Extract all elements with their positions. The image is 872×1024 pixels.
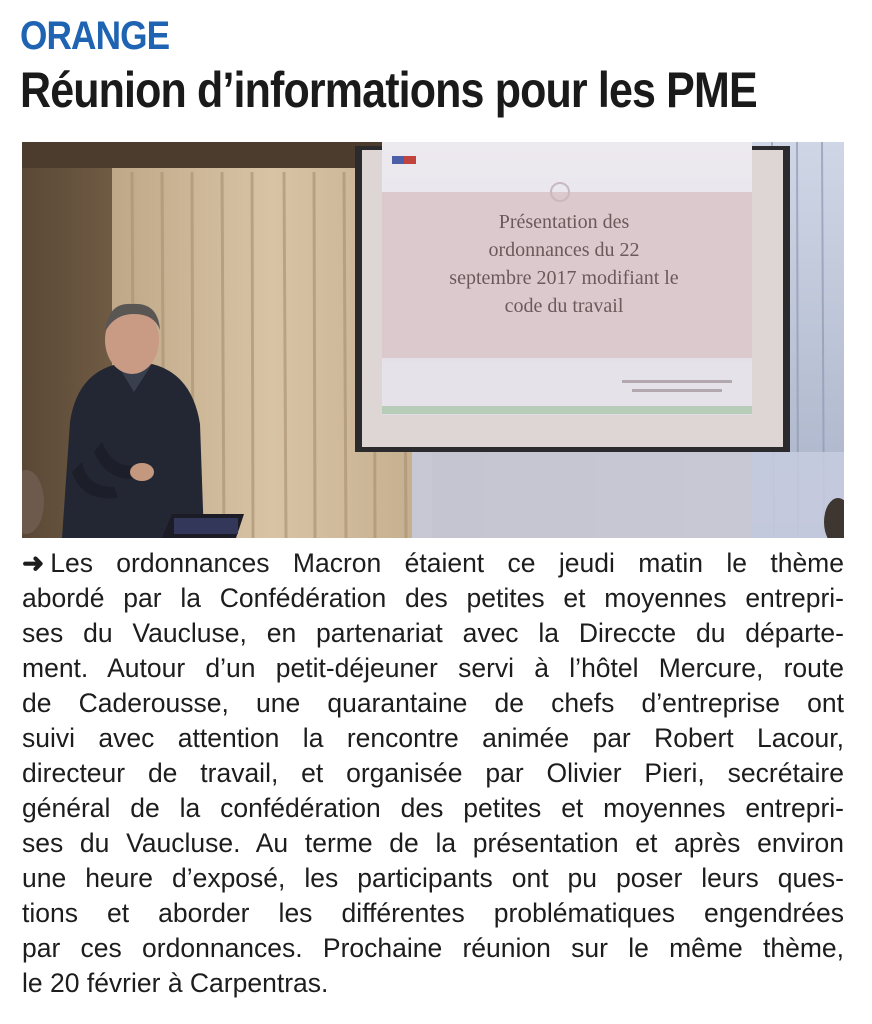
body-line-text: Les ordonnances Macron étaient ce jeudi matin le thème xyxy=(50,548,844,578)
slide-title-line-4: code du travail xyxy=(504,295,624,317)
article-kicker: ORANGE xyxy=(20,14,170,58)
body-line: directeur de travail, et organisée par Olivier Pieri, secrétaire xyxy=(22,758,844,788)
body-line: de Caderousse, une quarantaine de chefs d’entreprise ont xyxy=(22,688,844,718)
body-line: une heure d’exposé, les participants ont pu poser leurs ques- xyxy=(22,863,844,893)
arrow-right-icon: ➜ xyxy=(22,548,45,578)
body-line: par ces ordonnances. Prochaine réunion sur le même thème, xyxy=(22,933,844,963)
slide-title-line-2: ordonnances du 22 xyxy=(488,239,640,261)
slide-title-line-1: Présentation des xyxy=(498,211,630,233)
slide-title-line-3: septembre 2017 modifiant le xyxy=(449,267,679,289)
body-line: général de la confédération des petites et moyennes entrepri- xyxy=(22,793,844,823)
body-line: ses du Vaucluse, en partenariat avec la Direccte du départe- xyxy=(22,618,844,648)
body-line: le 20 février à Carpentras. xyxy=(22,968,329,998)
body-line: ment. Autour d’un petit-déjeuner servi à l’hôtel Mercure, route xyxy=(22,653,844,683)
article-body xyxy=(22,546,844,1001)
body-line: suivi avec attention la rencontre animée par Robert Lacour, xyxy=(22,723,844,753)
body-line: abordé par la Confédération des petites et moyennes entrepri- xyxy=(22,583,844,613)
body-line: tions et aborder les différentes problématiques engendrées xyxy=(22,898,844,928)
article-headline: Réunion d’informations pour les PME xyxy=(20,62,757,118)
body-line xyxy=(22,546,844,581)
body-line: ses du Vaucluse. Au terme de la présentation et après environ xyxy=(22,828,844,858)
article-photo xyxy=(22,142,844,538)
